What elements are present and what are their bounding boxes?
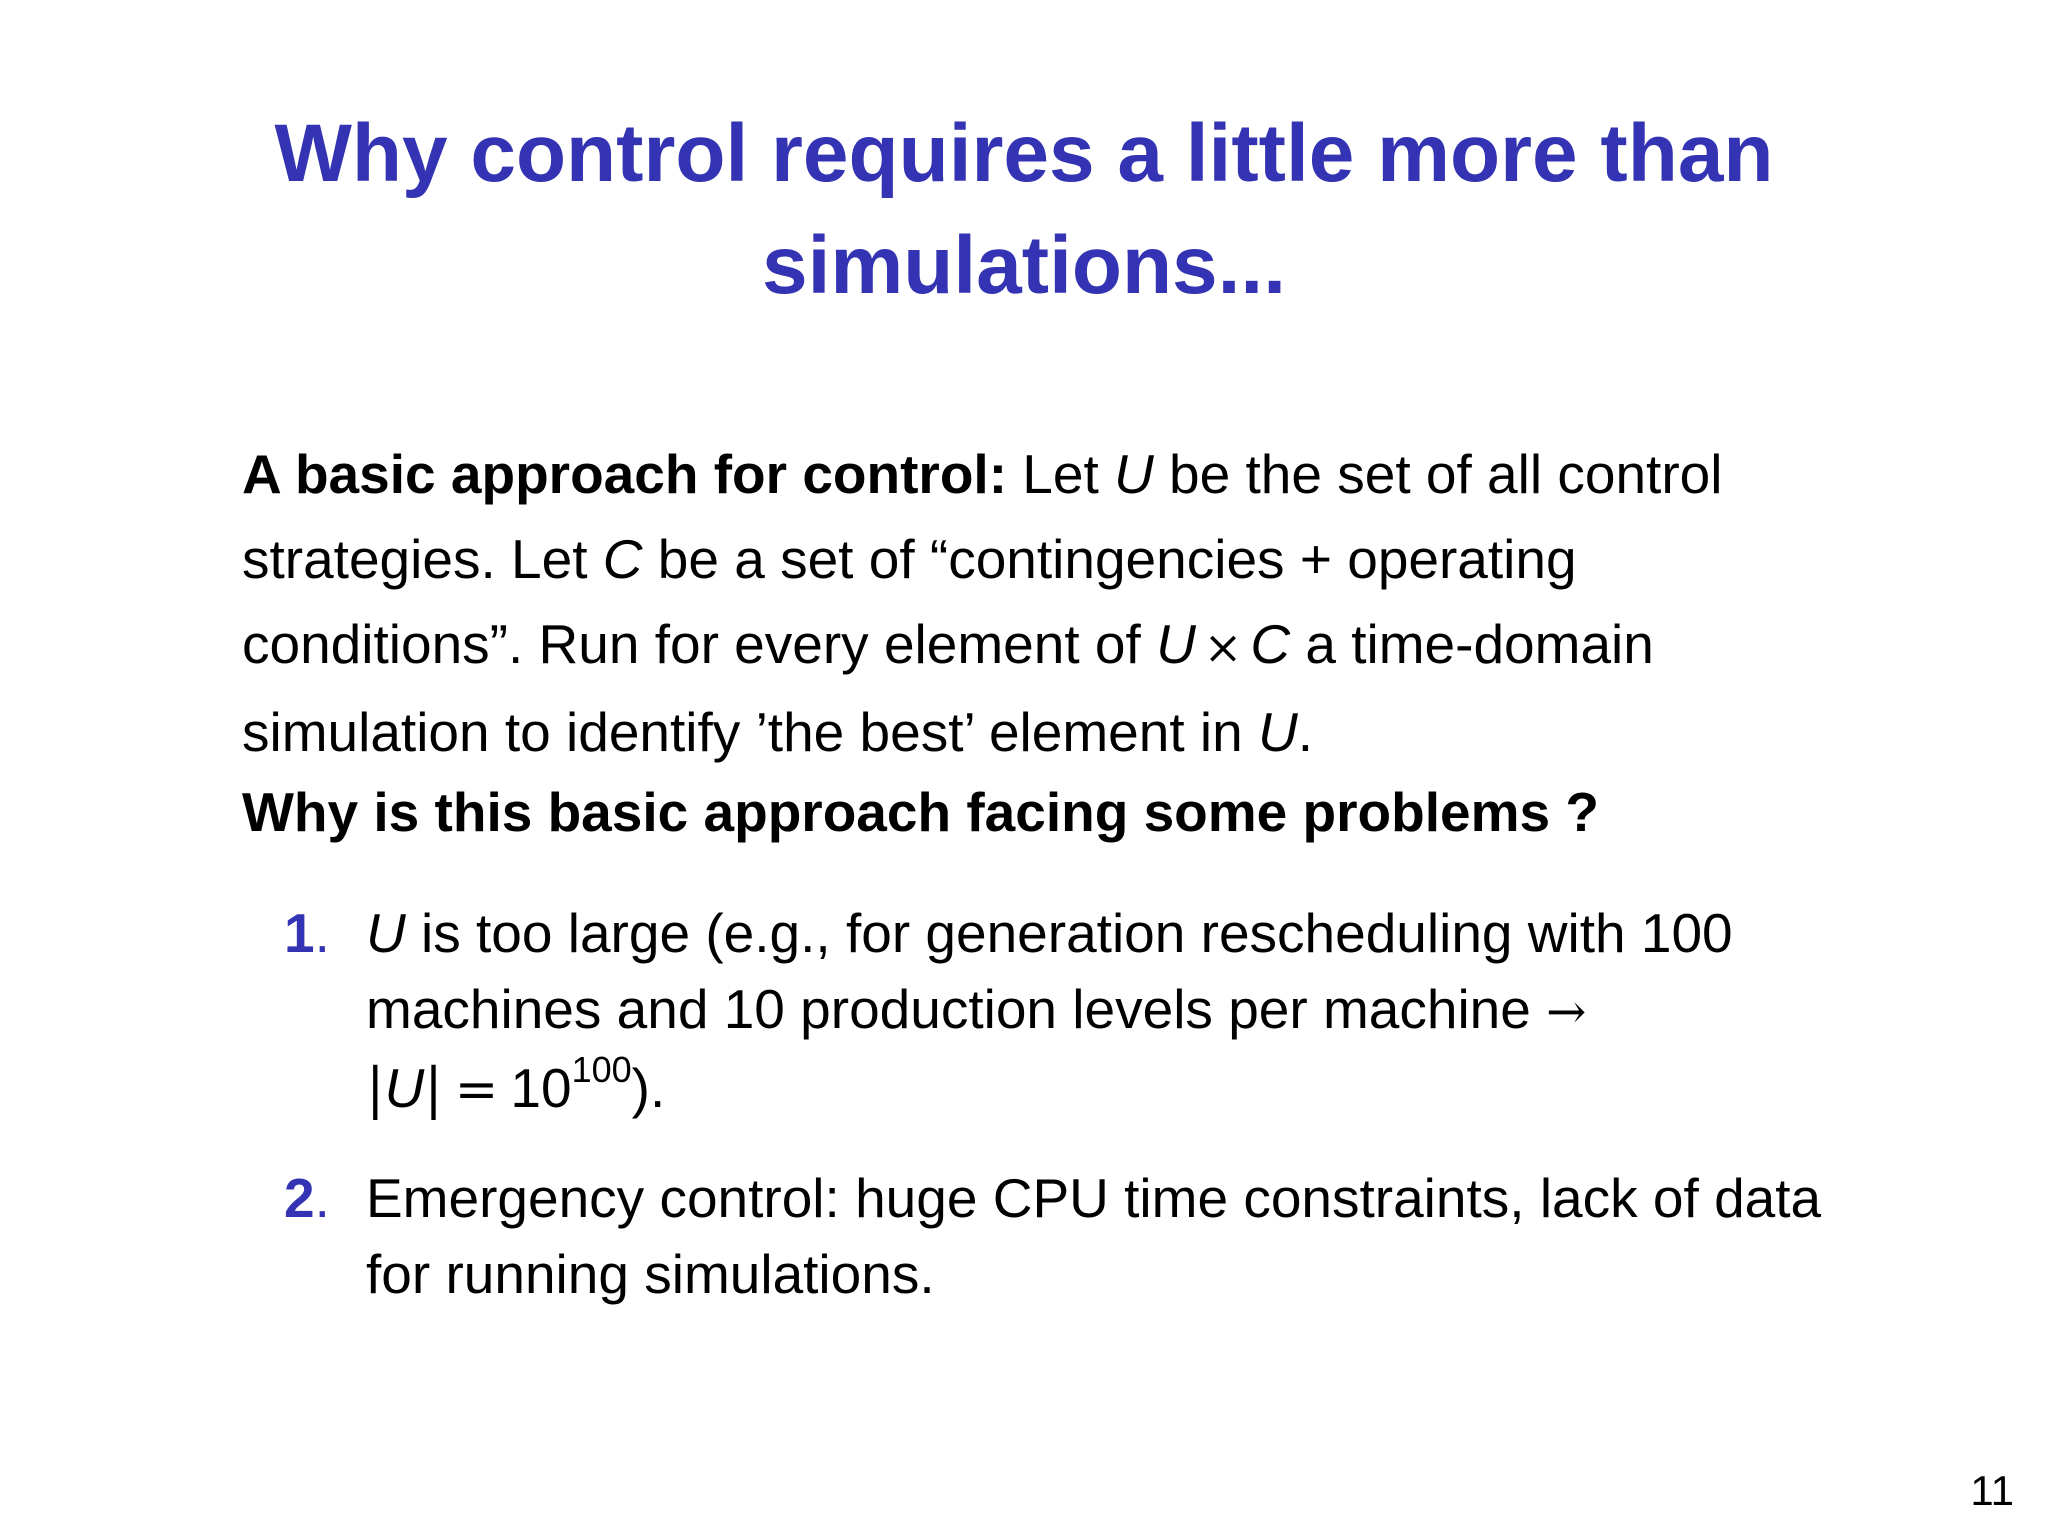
arrow-right-icon: → [1546,984,1587,1040]
slide-title-line-2: simulations... [762,220,1286,311]
abs-bar-right: | [424,1056,443,1120]
list-item [284,895,1844,1128]
page-number: 11 [1970,1467,2014,1514]
intro-text-2: be the set of all control strategies. Let [242,443,1723,590]
intro-text-1: Let [1007,443,1115,505]
times-symbol: × [1203,620,1243,674]
intro-paragraph [242,432,1842,775]
list-item-text: is too large (e.g., for generation rescheduling with 100 machines and 10 production levels per machine [366,902,1733,1040]
intro-text-4: a time-domain simulation to identify ’the best’ element in [242,613,1654,763]
intro-text-3: be a set of “contingencies + operating conditions”. Run for every element of [242,528,1577,675]
numbered-list [284,895,1844,1312]
intro-lead: A basic approach for control: [242,443,1008,505]
intro-text-5: . [1297,701,1314,763]
power-exponent: 100 [571,1048,632,1090]
math-var-U: U [1114,443,1154,505]
math-var-U: U [384,1057,425,1119]
list-item-number [284,895,330,971]
list-item [284,1160,1844,1312]
equals-symbol: = [454,1060,499,1120]
list-item-text: Emergency control: huge CPU time constraints, lack of data for running simulations. [366,1167,1822,1305]
number-text: 2 [284,1167,315,1229]
math-var-U: U [1156,613,1196,675]
math-var-U: U [366,902,406,964]
question-heading: Why is this basic approach facing some problems ? [242,781,1599,843]
math-var-C: C [1250,613,1291,675]
number-dot: . [314,1167,330,1229]
abs-bar-left: | [366,1056,385,1120]
math-var-C: C [602,528,643,590]
list-item-number [284,1160,330,1236]
slide-title-line-1: Why control requires a little more than [274,108,1774,199]
number-dot: . [314,902,330,964]
math-var-U: U [1258,701,1298,763]
power-base: 10 [510,1057,572,1119]
slide-title [220,98,1828,322]
number-text: 1 [284,902,315,964]
list-item-text-end: ). [631,1057,666,1119]
